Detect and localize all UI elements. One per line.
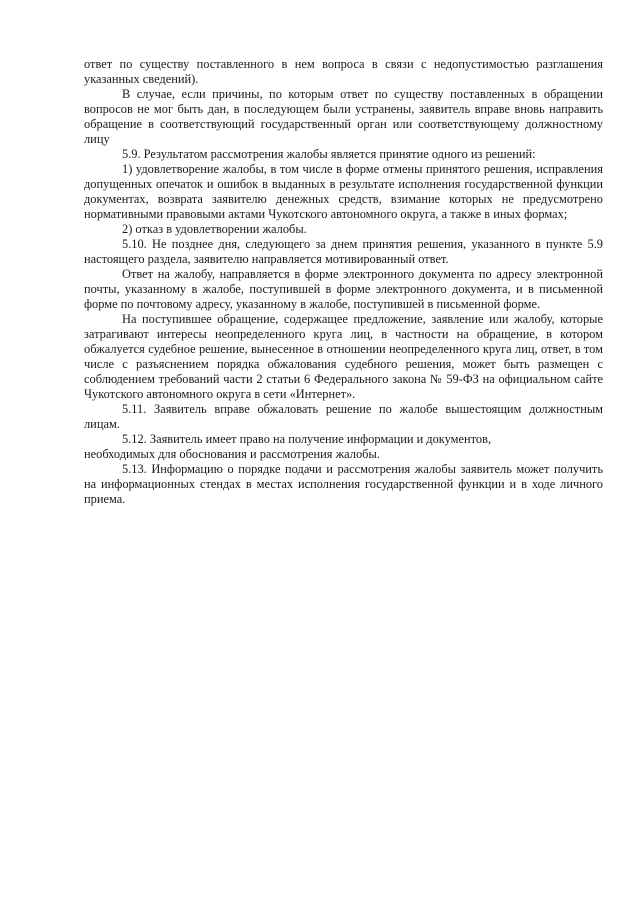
paragraph-5-12: 5.12. Заявитель имеет право на получение информации и документов, <box>122 432 492 446</box>
paragraph-5-9: 5.9. Результатом рассмотрения жалобы является принятие одного из решений: <box>122 147 536 161</box>
paragraph-decision-2: 2) отказ в удовлетворении жалобы. <box>122 222 307 236</box>
paragraph-public-interest: На поступившее обращение, содержащее предложение, заявление или жалобу, которые затрагивают интересы неопределенного круга лиц, в частности на обращение, в котором обжалуется судебное решение, вынесенное в отношении неопределенного круга лиц, ответ, в том числе с разъяснением порядка обжалования судебного решения, может быть размещен с соблюдением требований части 2 статьи 6 Федерального закона № 59-ФЗ на официальном сайте Чукотского автономного округа в сети «Интернет». <box>84 312 603 401</box>
paragraph-answer-form: Ответ на жалобу, направляется в форме электронного документа по адресу электронной почты, указанному в жалобе, поступившей в форме электронного документа, и в письменной форме по почтовому адресу, указанному в жалобе, поступившей в письменной форме. <box>84 267 603 311</box>
paragraph-5-12-continuation: необходимых для обоснования и рассмотрения жалобы. <box>84 447 380 461</box>
paragraph-resubmission: В случае, если причины, по которым ответ по существу поставленных в обращении вопросов не мог быть дан, в последующем были устранены, заявитель вправе вновь направить обращение в соответствующий государственный орган или соответствующему должностному лицу <box>84 87 603 146</box>
paragraph-decision-1: 1) удовлетворение жалобы, в том числе в форме отмены принятого решения, исправления допущенных опечаток и ошибок в выданных в результате исполнения государственной функции документах, возврата заявителю денежных средств, взимание которых не предусмотрено нормативными правовыми актами Чукотского автономного округа, а также в иных формах; <box>84 162 603 221</box>
paragraph-continuation: ответ по существу поставленного в нем вопроса в связи с недопустимостью разглашения указанных сведений). <box>84 57 603 86</box>
paragraph-5-11: 5.11. Заявитель вправе обжаловать решение по жалобе вышестоящим должностным лицам. <box>84 402 603 431</box>
paragraph-5-10: 5.10. Не позднее дня, следующего за днем принятия решения, указанного в пункте 5.9 настоящего раздела, заявителю направляется мотивированный ответ. <box>84 237 603 266</box>
document-body <box>84 57 603 507</box>
paragraph-5-13: 5.13. Информацию о порядке подачи и рассмотрения жалобы заявитель может получить на информационных стендах в местах исполнения государственной функции и в ходе личного приема. <box>84 462 603 506</box>
